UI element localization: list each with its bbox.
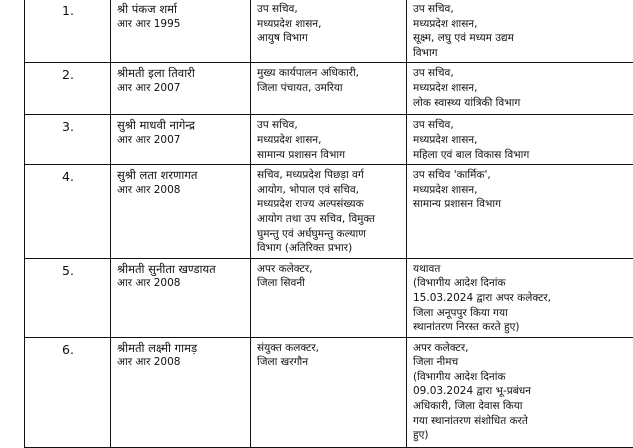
current-posting-line: आयोग तथा उप सचिव, विमुक्त [257, 212, 401, 227]
new-posting-line: अधिकारी, जिला देवास किया [413, 399, 631, 414]
new-posting-line: सामान्य प्रशासन विभाग [413, 197, 631, 212]
new-posting-line: सूक्ष्म, लघु एवं मध्यम उद्यम [413, 31, 631, 46]
officer-cell [111, 165, 251, 259]
current-posting-line: मध्यप्रदेश शासन, [257, 133, 401, 148]
officer-batch: आर आर 2007 [117, 133, 245, 148]
current-posting-line: जिला खरगौन [257, 355, 401, 370]
current-posting-line: आयुष विभाग [257, 31, 401, 46]
current-posting-cell [251, 63, 407, 115]
current-posting-line: उप सचिव, [257, 2, 401, 17]
current-posting-line: मध्यप्रदेश राज्य अल्पसंख्यक [257, 197, 401, 212]
officer-cell [111, 63, 251, 115]
officer-cell [111, 115, 251, 165]
table-row [25, 337, 633, 447]
serial-number: 3. [25, 115, 111, 165]
current-posting-cell [251, 337, 407, 447]
new-posting-line: मध्यप्रदेश शासन, [413, 133, 631, 148]
serial-number: 4. [25, 165, 111, 259]
new-posting-line: उप सचिव, [413, 118, 631, 133]
table-row [25, 0, 633, 63]
new-posting-line: (विभागीय आदेश दिनांक [413, 276, 631, 291]
new-posting-cell [407, 115, 633, 165]
new-posting-line: हुए) [413, 428, 631, 443]
new-posting-line: मध्यप्रदेश शासन, [413, 81, 631, 96]
current-posting-line: जिला सिवनी [257, 276, 401, 291]
current-posting-cell [251, 258, 407, 337]
current-posting-line: संयुक्त कलक्टर, [257, 341, 401, 356]
new-posting-line: विभाग [413, 46, 631, 61]
officer-batch: आर आर 2008 [117, 183, 245, 198]
new-posting-line: (विभागीय आदेश दिनांक [413, 370, 631, 385]
current-posting-line: अपर कलेक्टर, [257, 262, 401, 277]
current-posting-cell [251, 115, 407, 165]
table-row [25, 258, 633, 337]
officer-name: सुश्री माधवी नागेन्द्र [117, 118, 245, 133]
serial-number: 2. [25, 63, 111, 115]
officer-cell [111, 337, 251, 447]
officer-name: श्रीमती सुनीता खण्डायत [117, 262, 245, 277]
current-posting-line: मध्यप्रदेश शासन, [257, 17, 401, 32]
new-posting-line: जिला नीमच [413, 355, 631, 370]
current-posting-line: घुमन्तु एवं अर्धघुमन्तु कल्याण [257, 227, 401, 242]
table-row [25, 115, 633, 165]
officer-cell [111, 0, 251, 63]
current-posting-line: आयोग, भोपाल एवं सचिव, [257, 183, 401, 198]
new-posting-line: अपर कलेक्टर, [413, 341, 631, 356]
officer-batch: आर आर 2008 [117, 355, 245, 370]
current-posting-cell [251, 165, 407, 259]
current-posting-cell [251, 0, 407, 63]
officer-name: श्रीमती इला तिवारी [117, 66, 245, 81]
new-posting-line: स्थानांतरण निरस्त करते हुए) [413, 320, 631, 335]
current-posting-line: सचिव, मध्यप्रदेश पिछड़ा वर्ग [257, 168, 401, 183]
new-posting-line: यथावत [413, 262, 631, 277]
table-row [25, 63, 633, 115]
new-posting-line: मध्यप्रदेश शासन, [413, 17, 631, 32]
officer-batch: आर आर 2008 [117, 276, 245, 291]
transfer-table-body [25, 0, 633, 447]
new-posting-cell [407, 165, 633, 259]
serial-number: 1. [25, 0, 111, 63]
new-posting-line: गया स्थानांतरण संशोधित करते [413, 414, 631, 429]
transfer-table [24, 0, 633, 448]
new-posting-line: 09.03.2024 द्वारा भू-प्रबंधन [413, 384, 631, 399]
new-posting-line: उप सचिव 'कार्मिक', [413, 168, 631, 183]
officer-name: श्री पंकज शर्मा [117, 2, 245, 17]
new-posting-line: महिला एवं बाल विकास विभाग [413, 148, 631, 163]
serial-number: 5. [25, 258, 111, 337]
officer-cell [111, 258, 251, 337]
table-row [25, 165, 633, 259]
current-posting-line: जिला पंचायत, उमरिया [257, 81, 401, 96]
new-posting-line: जिला अनूपपुर किया गया [413, 306, 631, 321]
officer-name: सुश्री लता शरणागत [117, 168, 245, 183]
new-posting-line: उप सचिव, [413, 66, 631, 81]
current-posting-line: मुख्य कार्यपालन अधिकारी, [257, 66, 401, 81]
officer-batch: आर आर 2007 [117, 81, 245, 96]
new-posting-line: उप सचिव, [413, 2, 631, 17]
new-posting-cell [407, 337, 633, 447]
current-posting-line: विभाग (अतिरिक्त प्रभार) [257, 241, 401, 256]
officer-batch: आर आर 1995 [117, 17, 245, 32]
officer-name: श्रीमती लक्ष्मी गामड़ [117, 341, 245, 356]
new-posting-cell [407, 258, 633, 337]
serial-number: 6. [25, 337, 111, 447]
new-posting-cell [407, 0, 633, 63]
new-posting-cell [407, 63, 633, 115]
current-posting-line: सामान्य प्रशासन विभाग [257, 148, 401, 163]
new-posting-line: 15.03.2024 द्वारा अपर कलेक्टर, [413, 291, 631, 306]
new-posting-line: मध्यप्रदेश शासन, [413, 183, 631, 198]
new-posting-line: लोक स्वास्थ्य यांत्रिकी विभाग [413, 96, 631, 111]
current-posting-line: उप सचिव, [257, 118, 401, 133]
